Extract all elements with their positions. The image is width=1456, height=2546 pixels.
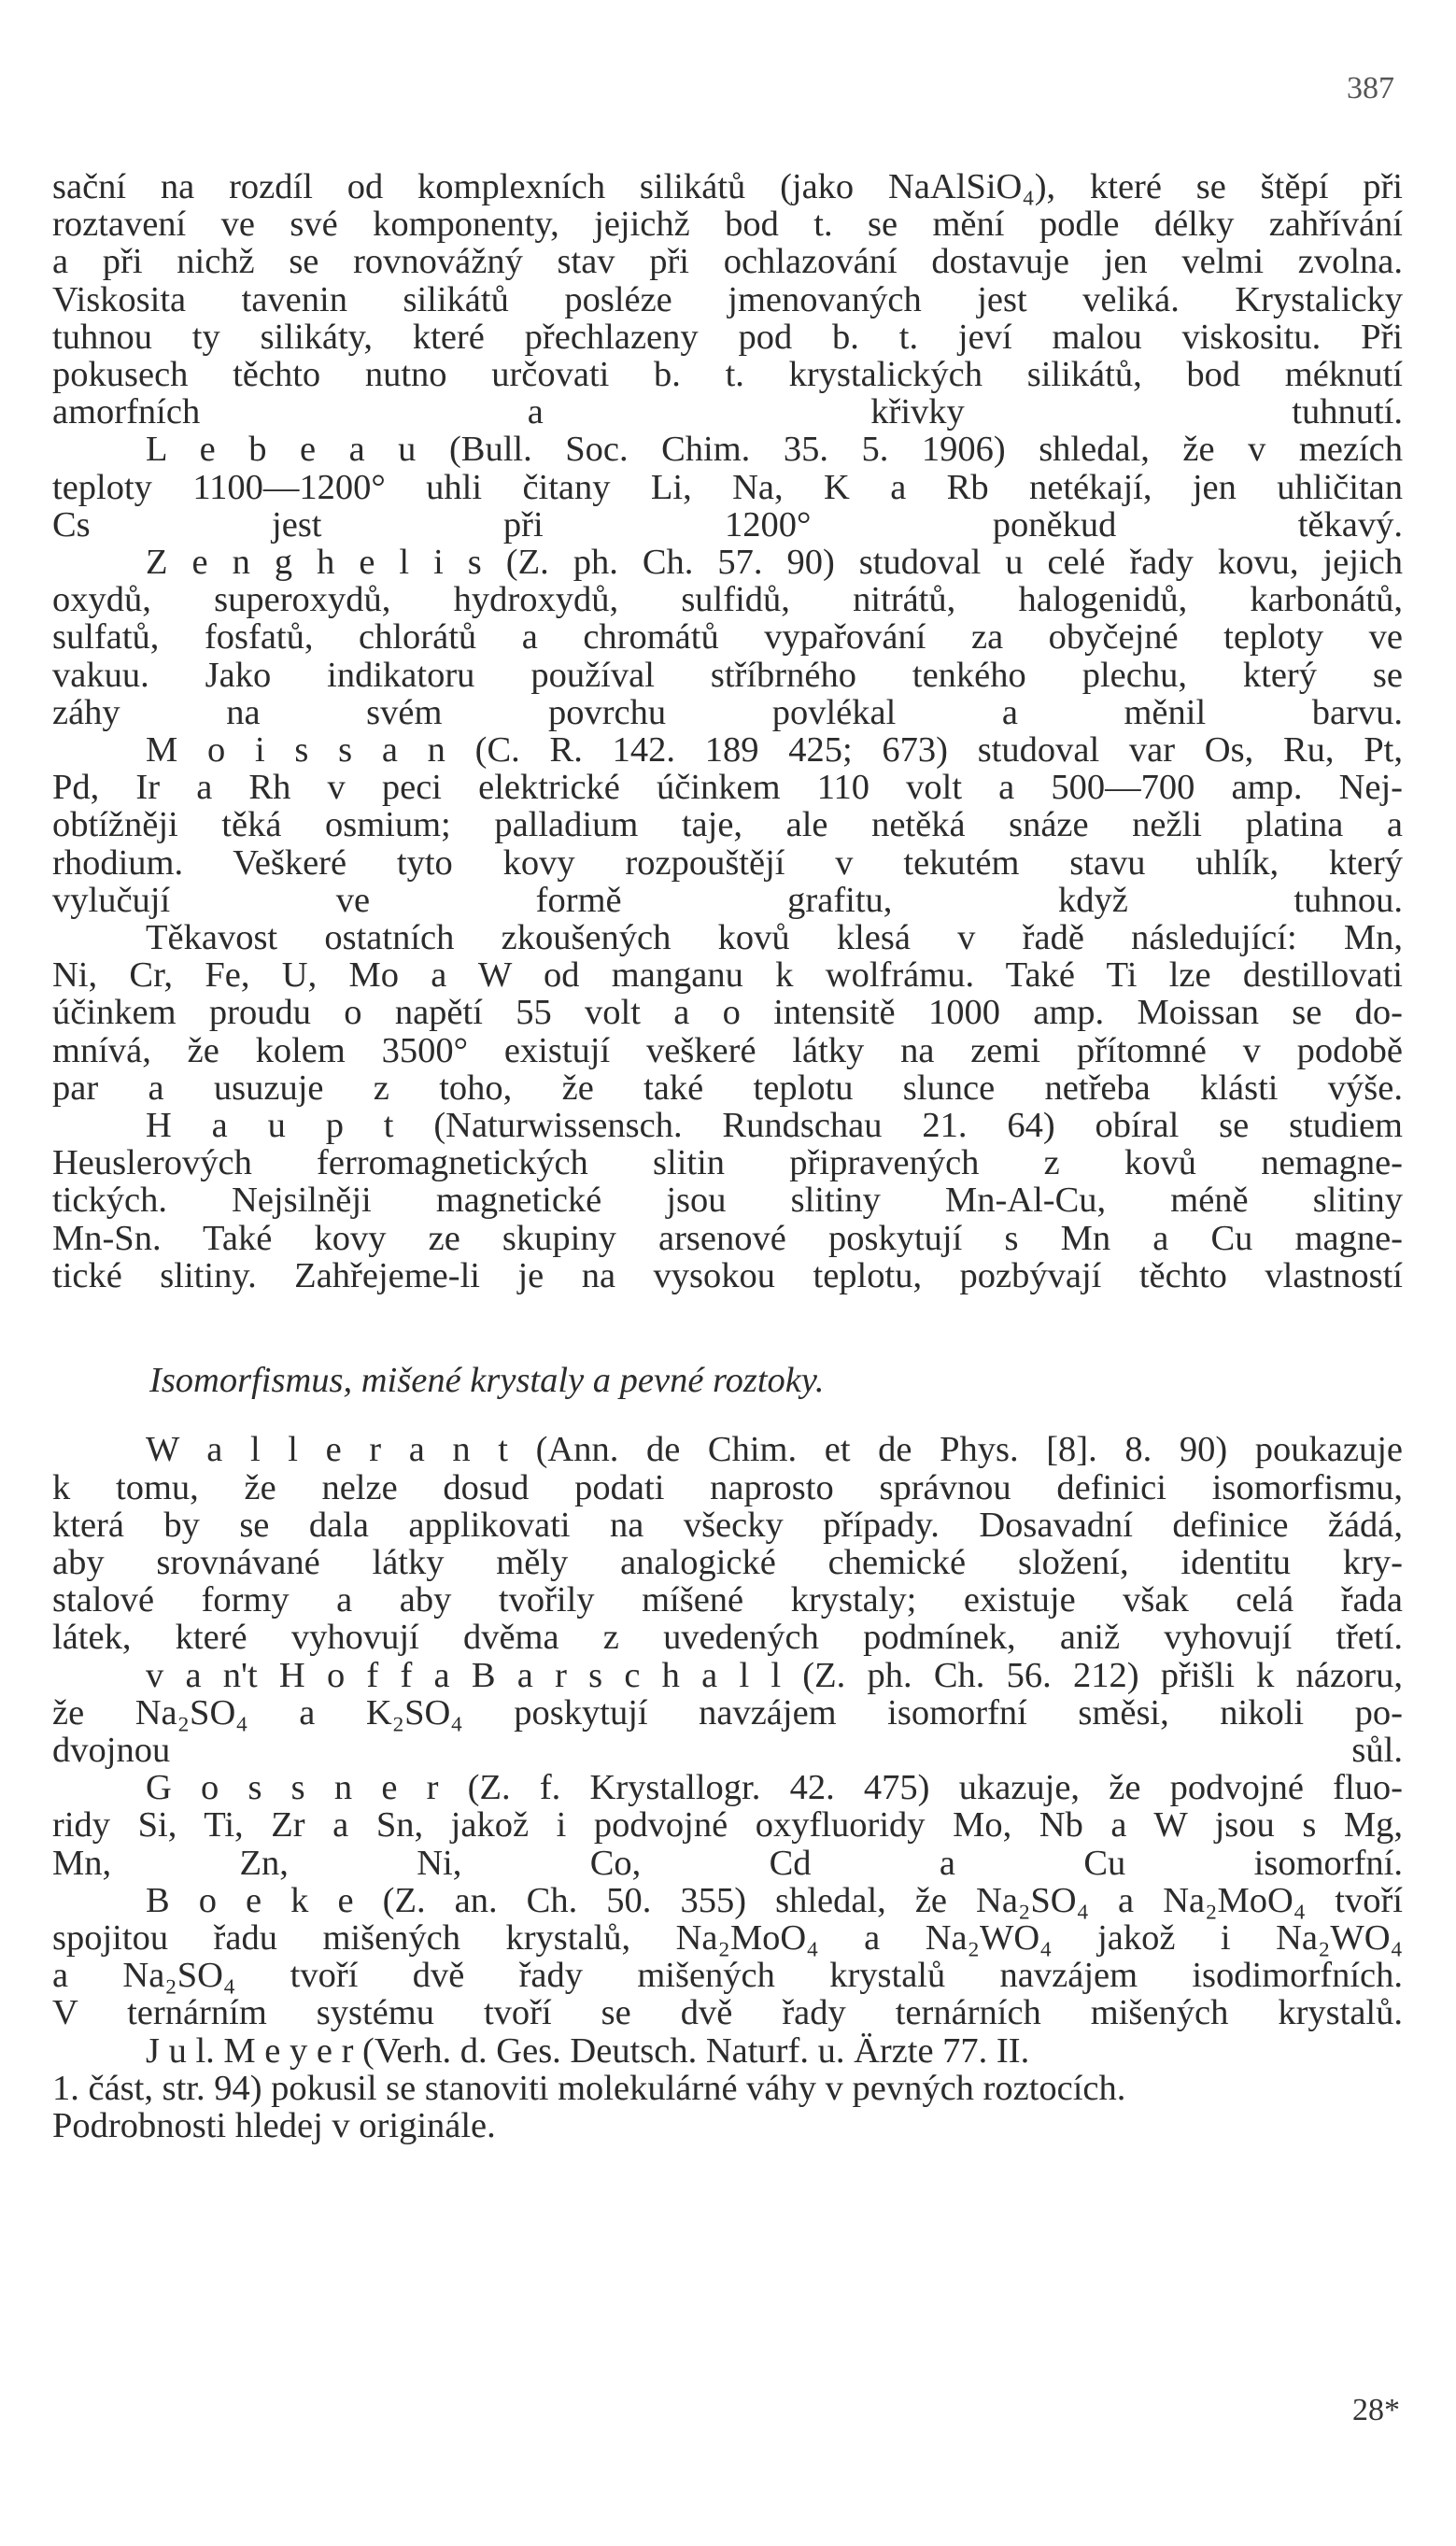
text-line: Mn, Zn, Ni, Co, Cd a Cu isomorfní. [52, 1843, 1403, 1883]
paragraph-haupt [52, 1107, 1403, 1294]
text-line: aby srovnávané látky měly analogické chemické složení, identitu kry- [52, 1542, 1403, 1582]
paragraph-silicates [52, 168, 1403, 431]
text-line: Podrobnosti hledej v originále. [52, 2105, 496, 2145]
text-line: záhy na svém povrchu povlékal a měnil barvu. [52, 692, 1403, 732]
text-line: G o s s n e r (Z. f. Krystallogr. 42. 475) ukazuje, že podvojné fluo- [146, 1768, 1403, 1808]
page-number: 387 [1347, 71, 1394, 106]
text-line: rhodium. Veškeré tyto kovy rozpouštějí v tekutém stavu uhlík, který [52, 842, 1403, 883]
text-line: Z e n g h e l i s (Z. ph. Ch. 57. 90) studoval u celé řady kovu, jejich [146, 543, 1403, 583]
text-line: V ternárním systému tvoří se dvě řady ternárních mišených krystalů. [52, 1993, 1403, 2033]
text-line: Cs jest při 1200° poněkud těkavý. [52, 504, 1403, 545]
text-line: účinkem proudu o napětí 55 volt a o intensitě 1000 amp. Moissan se do- [52, 993, 1403, 1033]
text-line: dvojnou sůl. [52, 1730, 1403, 1770]
text-line: stalové formy a aby tvořily míšené krystaly; existuje však celá řada [52, 1580, 1403, 1620]
paragraph-wallerant [52, 1431, 1403, 1656]
text-line: M o i s s a n (C. R. 142. 189 425; 673) studoval var Os, Ru, Pt, [146, 730, 1403, 771]
text-line: amorfních a křivky tuhnutí. [52, 392, 1403, 432]
text-line: Pd, Ir a Rh v peci elektrické účinkem 110 volt a 500—700 amp. Nej- [52, 768, 1403, 808]
text-line: L e b e a u (Bull. Soc. Chim. 35. 5. 1906) shledal, že v mezích [146, 430, 1403, 470]
paragraph-volatility [52, 919, 1403, 1107]
text-line: Těkavost ostatních zkoušených kovů klesá v řadě následující: Mn, [146, 918, 1403, 958]
text-line: a Na₂SO₄ tvoří dvě řady mišených krystalů navzájem isodimorfních. [52, 1956, 1403, 1996]
paragraph-gossner [52, 1769, 1403, 1882]
text-line: která by se dala applikovati na všecky případy. Dosavadní definice žádá, [52, 1505, 1403, 1545]
text-line: mnívá, že kolem 3500° existují veškeré látky na zemi přítomné v podobě [52, 1030, 1403, 1070]
text-line: W a l l e r a n t (Ann. de Chim. et de Phys. [8]. 8. 90) poukazuje [146, 1430, 1403, 1470]
text-line: Heuslerových ferromagnetických slitin připravených z kovů nemagne- [52, 1143, 1403, 1183]
text-line: tuhnou ty silikáty, které přechlazeny pod b. t. jeví malou viskositu. Při [52, 317, 1403, 357]
text-line: pokusech těchto nutno určovati b. t. krystalických silikátů, bod méknutí [52, 355, 1403, 395]
printer-signature: 28* [1352, 2393, 1400, 2427]
text-line: par a usuzuje z toho, že také teplotu slunce netřeba klásti výše. [52, 1068, 1403, 1108]
text-line: v a n't H o f f a B a r s c h a l l (Z. ph. Ch. 56. 212) přišli k názoru, [146, 1655, 1403, 1695]
text-line: Mn-Sn. Také kovy ze skupiny arsenové poskytují s Mn a Cu magne- [52, 1218, 1403, 1258]
text-line: tické slitiny. Zahřejeme-li je na vysokou teplotu, pozbývají těchto vlastností [52, 1255, 1403, 1295]
text-line: Ni, Cr, Fe, U, Mo a W od manganu k wolfrámu. Také Ti lze destillovati [52, 955, 1403, 996]
text-line: ridy Si, Ti, Zr a Sn, jakož i podvojné oxyfluoridy Mo, Nb a W jsou s Mg, [52, 1805, 1403, 1846]
page-content [52, 168, 1403, 2144]
text-line: a při nichž se rovnovážný stav při ochlazování dostavuje jen velmi zvolna. [52, 242, 1403, 282]
text-line: sační na rozdíl od komplexních silikátů (jako NaAlSiO₄), které se štěpí při [52, 167, 1403, 206]
paragraph-zenghelis [52, 544, 1403, 731]
paragraph-moissan [52, 731, 1403, 919]
text-line: sulfatů, fosfatů, chlorátů a chromátů vypařování za obyčejné teploty ve [52, 617, 1403, 658]
text-line: že Na₂SO₄ a K₂SO₄ poskytují navzájem isomorfní směsi, nikoli po- [52, 1692, 1403, 1733]
paragraph-boeke [52, 1882, 1403, 2032]
paragraph-meyer [52, 2032, 1403, 2145]
text-line: tických. Nejsilněji magnetické jsou slitiny Mn-Al-Cu, méně slitiny [52, 1181, 1403, 1221]
text-line: roztavení ve své komponenty, jejichž bod t. se mění podle délky zahřívání [52, 205, 1403, 245]
text-line: H a u p t (Naturwissensch. Rundschau 21. 64) obíral se studiem [146, 1106, 1403, 1146]
text-line: oxydů, superoxydů, hydroxydů, sulfidů, nitrátů, halogenidů, karbonátů, [52, 580, 1403, 620]
section-title: Isomorfismus, mišené krystaly a pevné roztoky. [149, 1361, 825, 1401]
text-line: látek, které vyhovují dvěma z uvedených podmínek, aniž vyhovují třetí. [52, 1618, 1403, 1658]
paragraph-lebeau [52, 431, 1403, 544]
text-line: B o e k e (Z. an. Ch. 50. 355) shledal, že Na₂SO₄ a Na₂MoO₄ tvoří [146, 1880, 1403, 1920]
text-line: J u l. M e y e r (Verh. d. Ges. Deutsch. Naturf. u. Ärzte 77. II. [146, 2030, 1030, 2071]
text-line: vylučují ve formě grafitu, když tuhnou. [52, 880, 1403, 920]
text-line: Viskosita tavenin silikátů posléze jmenovaných jest veliká. Krystalicky [52, 279, 1403, 319]
paragraph-vant-hoff [52, 1657, 1403, 1770]
text-line: obtížněji těká osmium; palladium taje, ale netěká snáze nežli platina a [52, 805, 1403, 845]
text-line: teploty 1100—1200° uhli čitany Li, Na, K a Rb netékají, jen uhličitan [52, 467, 1403, 507]
text-line: 1. část, str. 94) pokusil se stanoviti molekulárné váhy v pevných roztocích. [52, 2068, 1126, 2108]
text-line: k tomu, že nelze dosud podati naprosto správnou definici isomorfismu, [52, 1467, 1403, 1507]
text-line: spojitou řadu mišených krystalů, Na₂MoO₄ a Na₂WO₄ jakož i Na₂WO₄ [52, 1917, 1403, 1958]
text-line: vakuu. Jako indikatoru používal stříbrného tenkého plechu, který se [52, 655, 1403, 695]
